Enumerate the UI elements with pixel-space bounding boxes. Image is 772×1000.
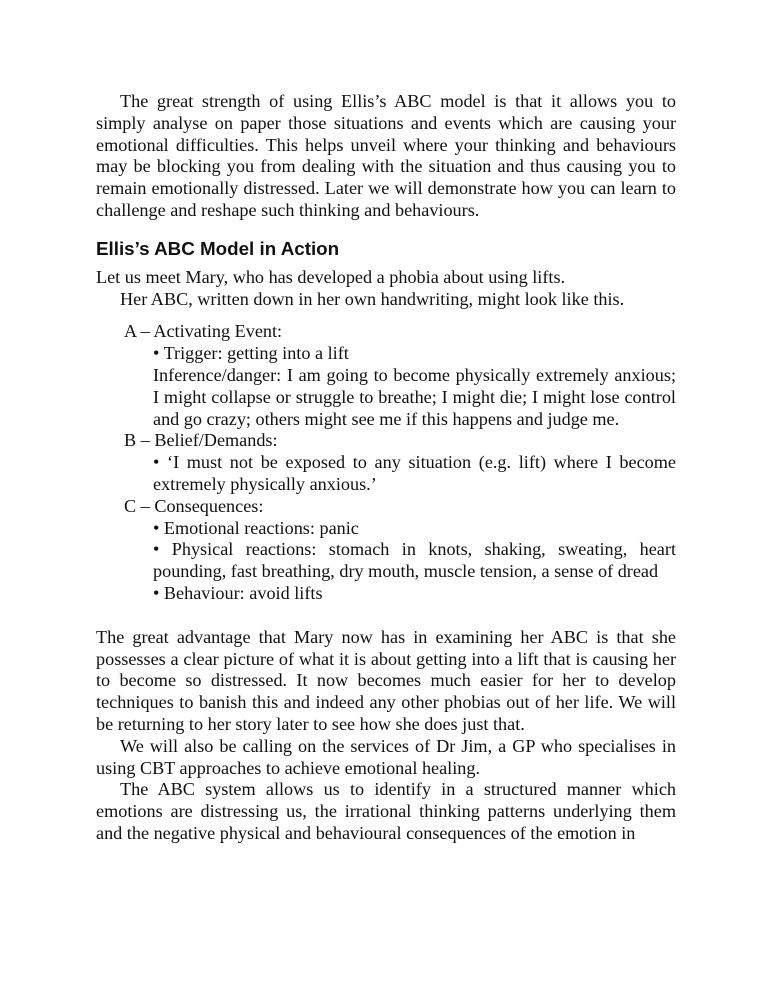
abc-item: • Behaviour: avoid lifts: [153, 582, 323, 603]
abc-item: • Trigger: getting into a lift: [153, 343, 349, 364]
section-heading: Ellis’s ABC Model in Action: [96, 237, 340, 259]
closing-paragraph-3: The ABC system allows us to identify in a structured manner which emotions are distressing us, the irrational thinking patterns underlying them and the negative physical and behavioural consequences of the emotion in: [96, 779, 676, 843]
abc-label-b: B – Belief/Demands:: [124, 430, 278, 451]
abc-label-c: C – Consequences:: [124, 495, 264, 516]
abc-section-c: [96, 496, 676, 518]
lead-paragraph-1: Let us meet Mary, who has developed a phobia about using lifts.: [96, 266, 566, 287]
abc-label-a: A – Activating Event:: [124, 321, 283, 342]
abc-item: • Emotional reactions: panic: [153, 517, 359, 538]
abc-item: Inference/danger: I am going to become physically extremely anxious; I might collapse or struggle to breathe; I might die; I might lose control and go crazy; others might see me if this happens and judge me.: [153, 364, 676, 429]
abc-example: [96, 321, 676, 604]
abc-item: • ‘I must not be exposed to any situation (e.g. lift) where I become extremely physically anxious.’: [153, 452, 676, 494]
abc-section-a: [96, 321, 676, 343]
abc-section-b: [96, 430, 676, 452]
intro-paragraph: The great strength of using Ellis’s ABC model is that it allows you to simply analyse on paper those situations and events which are causing your emotional difficulties. This helps unveil where your thinking and behaviours may be blocking you from dealing with the situation and thus causing you to remain emotionally distressed. Later we will demonstrate how you can learn to challenge and reshape such thinking and behaviours.: [96, 91, 676, 220]
closing-paragraph-1: The great advantage that Mary now has in examining her ABC is that she possesses a clear picture of what it is about getting into a lift that is causing her to become so distressed. It now becomes much easier for her to develop techniques to banish this and indeed any other phobias out of her life. We will be returning to her story later to see how she does just that.: [96, 626, 676, 734]
abc-item: • Physical reactions: stomach in knots, shaking, sweating, heart pounding, fast breathing, dry mouth, muscle tension, a sense of dread: [153, 539, 676, 582]
closing-paragraph-2: We will also be calling on the services of Dr Jim, a GP who specialises in using CBT approaches to achieve emotional healing.: [96, 735, 676, 778]
lead-paragraph-2: Her ABC, written down in her own handwriting, might look like this.: [120, 288, 625, 309]
